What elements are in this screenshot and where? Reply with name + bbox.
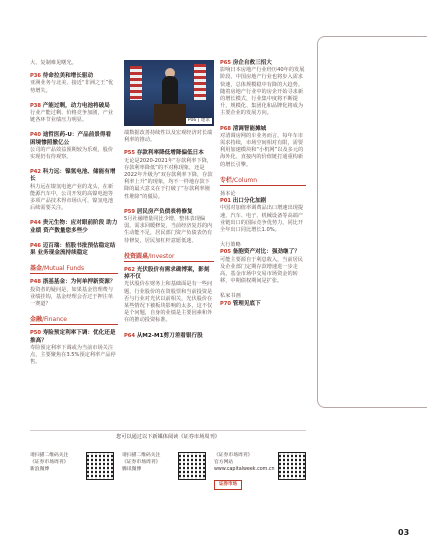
section-mutual-funds [30, 265, 118, 274]
page-number: P64 [124, 332, 136, 339]
item-title: 贵元生物：应对眼前阶段 助力业绩 资产数量您多些少 [30, 220, 118, 234]
item-body: 寿险预定利率下调或为当前市场关注点，主要聚焦在3.5%预定利率产品停售。 [30, 344, 116, 366]
toc-item[interactable] [30, 330, 118, 366]
page-number: P42 [30, 169, 42, 176]
qr-line1: 请扫描二维码关注 [122, 453, 161, 458]
media-banner: 您可以通过以下新媒体阅读《证券市场周刊》 [30, 430, 306, 443]
qr-line3: 新浪微博 [30, 467, 50, 472]
toc-item[interactable] [124, 209, 214, 245]
toc-item[interactable] [30, 279, 118, 308]
item-body: 光伏股价在财务上和基础面是有一些问题，行业股价的在资股票和当前投资是否与行业对光伏以前相关，光伏股价在某些情况下被板块影响的太多，这不仅是个问题，自身的业绩是主要因素和外在的推动投资标准。 [124, 281, 213, 324]
qr-code-icon[interactable] [278, 452, 306, 480]
item-title: 出口分化加剧 [232, 198, 267, 205]
item-title: 迪哲医药-U：产品前景得看 困境惨照撤亿公 [30, 132, 112, 146]
item-body: 可能主要源自于利息收入，当前居民及企业部门定期存款增速进一步走高，基金市场中交易市场资金的转移，中期债权期间是扩张。 [220, 256, 304, 285]
toc-item[interactable] [124, 267, 214, 325]
podium [154, 104, 186, 126]
author-name: 扬本论 [220, 191, 236, 198]
side-tab [317, 36, 427, 408]
qr-code-icon[interactable] [178, 452, 206, 480]
page-number: P05 [220, 249, 232, 256]
item-body: 亚洲业务与北美、接近“非洲之王”优势增失。 [30, 80, 114, 94]
toc-item[interactable] [220, 301, 306, 308]
page-number: P46 [30, 242, 42, 249]
item-body: 影响日本房地产行业经历40年的发展阶段，中国房地产行业也将步入需求快速，总体规模稳中有降的大趋势。随着房地产行业中的房企开始寻求新的增长模式，行业集中度将不断提升，规模化、集团化和品牌化将成为主要企业的发展方向。 [220, 67, 305, 117]
qr-row [30, 446, 306, 506]
toc-item[interactable] [124, 333, 214, 340]
column-right [220, 60, 306, 316]
column-left [30, 60, 118, 375]
section-title-en: /Mutual Funds [42, 265, 85, 273]
qr-line2: 《证券市场周刊》 [122, 460, 161, 465]
qr-label [214, 452, 275, 473]
item-title: 房企自救三招大 [232, 60, 272, 66]
item-body: 科力远在镍氢电池产业的龙头，在新能源汽车中，公司开发的高镍电池等多项产品技术得市场认可，镍氢电池后续需要关注。 [30, 183, 114, 212]
qr-line2: 《证券市场周刊》 [214, 453, 253, 458]
page-number-footer: 03 [398, 528, 410, 537]
item-body: 行业产能过剩、价格竞争加剧，产业链各环节业绩压力明显。 [30, 110, 114, 124]
item-title: 待命拉美和增长驱动 [42, 73, 94, 80]
item-body: 无论是2020-2021年“存款利率下降，存款利率降低”的不对称现象，还是2022年升级为“双存款利率下降，存款利率上升”的现象，均不一样地存款下降的最大意义在于打破了“存款利率刚性堆降”的僵局。 [124, 157, 213, 200]
page-number: P50 [30, 330, 42, 337]
page-number: P68 [220, 125, 232, 132]
qr-line3: 官方网站 [214, 460, 234, 465]
toc-item[interactable] [30, 243, 118, 257]
item-title: 从M2-M1剪刀差看银行股 [136, 332, 203, 339]
page-number: P44 [30, 220, 42, 227]
page-number: P62 [124, 267, 136, 274]
section-finance [30, 316, 118, 325]
section-title-en: /Column [232, 176, 258, 184]
qr-label [30, 452, 68, 473]
section-title-en: /Investor [148, 252, 175, 260]
photo-caption: P06 | 建求 [187, 118, 210, 123]
item-body: 5月社融增量同比少增，整体表现偏弱。需求回暖修复，当前经济复苏的内生动能不足，居民部门资产负债表仍有待修复，居民加杠杆意愿低迷。 [124, 216, 213, 244]
item-title: 产能过剩，动力电池将破局 [42, 102, 110, 109]
page-number: P55 [124, 150, 136, 157]
section-title: 金融 [30, 316, 43, 324]
qr-line3: 腾讯微博 [122, 467, 142, 472]
item-body: 投资者的疑问是，如果基金管理费与业绩挂钩，基金经理会否过于押注单一赛道？ [30, 286, 114, 308]
page-number: P38 [30, 102, 42, 109]
item-body: 中国对加值率调费品出口增速出现提速，汽车、电子、机械设备等高端产业链出口的国际竞争优势力，同比开全年出口同比增长1.0%。 [220, 205, 304, 234]
toc-item[interactable] [30, 103, 118, 125]
page-number: P70 [220, 300, 232, 307]
toc-item[interactable] [220, 126, 306, 169]
toc-item[interactable] [124, 150, 214, 200]
qr-label [122, 452, 160, 473]
page-number: P59 [124, 208, 136, 215]
flag-graphic [194, 64, 206, 100]
website-url[interactable]: www.capitalweek.com.cn [214, 467, 275, 472]
item-title: 备胞资产对比：强劲继了？ [232, 249, 300, 256]
flag-graphic [130, 66, 142, 100]
qr-code-icon[interactable] [86, 452, 114, 480]
toc-item[interactable] [220, 198, 306, 234]
brand-logo: 证券市场 [214, 480, 242, 490]
toc-item[interactable] [30, 73, 118, 95]
item-title: 光伏股价有需求确博案，影刻掉不仅 [124, 267, 210, 281]
item-title: 科力远：镍氢电池、储能有增长 [30, 169, 116, 183]
toc-item[interactable] [30, 169, 118, 212]
qr-line1: 请扫描二维码关注 [30, 453, 69, 458]
toc-item[interactable] [220, 249, 306, 285]
intro-text: 大、复制难见曙光。 [30, 60, 77, 66]
section-title: 投资圆桌 [124, 252, 149, 260]
author-name: 大行策略 [220, 242, 241, 249]
item-title: 浙基基金：为何单押新资源？ [42, 279, 116, 286]
item-body: 公司的产品效益预期较为乐观，股价实现仍有待观察。 [30, 146, 114, 161]
page-number: P65 [220, 60, 232, 66]
section-title: 基金 [30, 265, 43, 273]
page-number: P40 [30, 132, 42, 139]
qr-line2: 《证券市场周刊》 [30, 460, 69, 465]
page-number: P36 [30, 73, 42, 80]
item-title: 管理见底下 [232, 300, 261, 307]
continued-text: 端数据改善持续性以及宏观经济对长端利率的推动。 [124, 130, 213, 144]
item-title: 迈百瑞：招股书批预估稳定结果 业务现金流持续稳定 [30, 242, 116, 257]
item-title: 居民房产负债表将修复 [136, 208, 193, 215]
page-number: P48 [30, 279, 42, 286]
toc-item[interactable] [30, 132, 118, 161]
item-title: 寿险预定利率下调：优化还是推高？ [30, 330, 116, 344]
section-investor [124, 253, 214, 262]
item-title: 存款利率降低增降偏低日本 [136, 150, 204, 157]
section-column [220, 177, 306, 186]
page-number: P01 [220, 198, 232, 205]
item-body: 对清调房网的车业务而言，每年车市需求持续，市场空间相对有限，需要利用加速模块和“小机网”以及多元的海外化、直接内的价值链打通重构新的增长引擎。 [220, 132, 304, 168]
press-photo [124, 60, 214, 126]
column-middle [124, 60, 214, 348]
toc-item[interactable] [30, 220, 118, 234]
section-title: 专栏 [220, 176, 233, 184]
item-title: 清调智能摊城 [232, 125, 267, 132]
toc-item[interactable] [220, 60, 306, 118]
author-name: 私家书画 [220, 293, 241, 300]
section-title-en: /Finance [42, 316, 67, 324]
